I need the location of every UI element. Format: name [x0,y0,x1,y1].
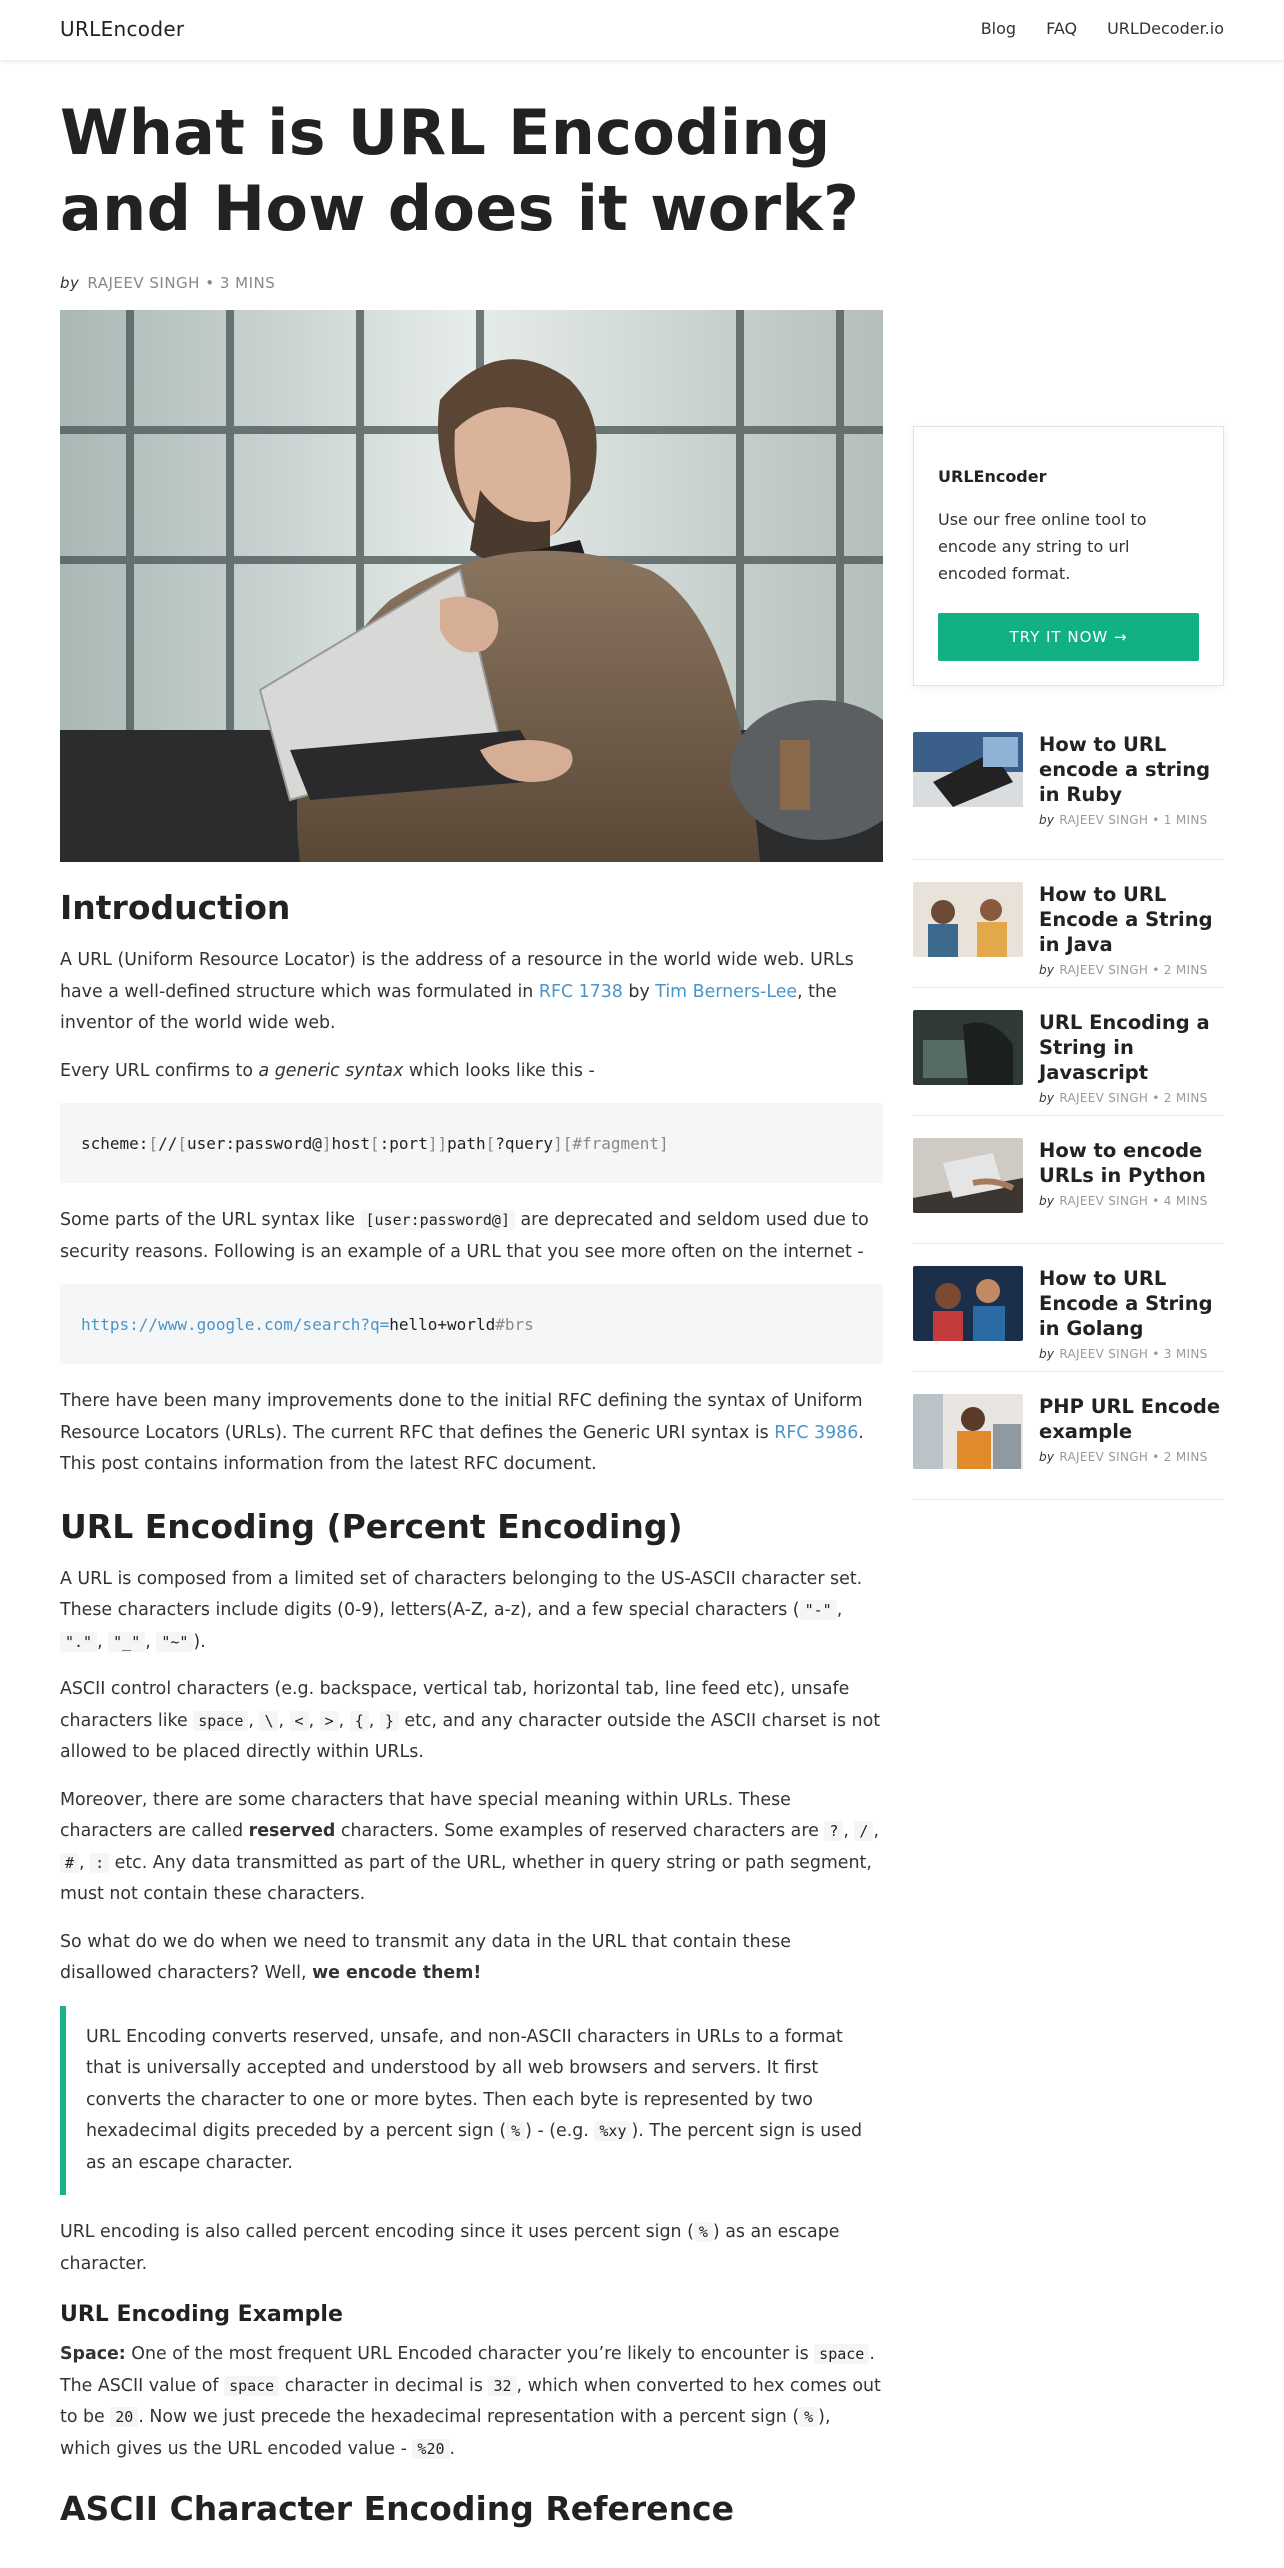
related-post-info [1039,732,1224,859]
inline-code: % [694,2222,713,2242]
code-token: host [331,1133,371,1153]
promo-card [913,426,1224,686]
text: ). The percent sign is used as an escape character. [86,2121,863,2173]
strong-reserved: reserved [248,1821,336,1841]
link-tim-berners-lee[interactable]: Tim Berners-Lee [655,981,798,1002]
text: by [622,981,656,1002]
code-token: // [158,1133,178,1153]
link-rfc-3986[interactable]: RFC 3986 [774,1422,859,1443]
related-post[interactable] [913,1244,1224,1372]
related-post[interactable] [913,988,1224,1116]
related-post-title[interactable]: How to URL Encode a String in Java [1039,883,1213,956]
paragraph-we-encode [60,1927,883,1990]
meta-text: RAJEEV SINGH • 1 MINS [1059,813,1208,827]
related-post-info [1039,1138,1224,1243]
link-rfc-1738[interactable]: RFC 1738 [538,981,623,1002]
text: are deprecated and seldom used due to security reasons. Following is an example of a URL that you see more often on the internet - [60,1210,869,1262]
meta-text: RAJEEV SINGH • 2 MINS [1059,963,1208,977]
nav-link-urldecoder[interactable]: URLDecoder.io [1107,19,1224,38]
inline-code: 20 [110,2407,138,2427]
related-post-thumbnail[interactable] [913,882,1023,957]
meta-by: by [1039,1450,1055,1464]
inline-code: "~" [156,1632,193,1652]
meta-by: by [1039,1347,1055,1361]
inline-code: ? [824,1821,843,1841]
related-post-info [1039,882,1224,987]
paragraph-charset [60,1564,883,1659]
code-token: ]] [427,1133,448,1153]
text: Some parts of the URL syntax like [60,1210,361,1230]
code-token: hello+world [389,1314,496,1334]
code-token: [ [148,1133,159,1153]
code-token: ] [321,1133,332,1153]
brand-logo[interactable]: URLEncoder [60,17,185,41]
nav-link-faq[interactable]: FAQ [1046,19,1078,38]
meta-text: RAJEEV SINGH • 2 MINS [1059,1450,1208,1464]
text: . Now we just precede the hexadecimal representation with a percent sign ( [138,2407,800,2427]
hero-image [60,310,883,862]
text: ), which gives us the URL encoded value - [60,2407,831,2459]
try-it-now-button[interactable]: TRY IT NOW → [938,613,1199,661]
code-token: [ [370,1133,380,1153]
related-post-title[interactable]: PHP URL Encode example [1039,1395,1221,1443]
related-post-title[interactable]: How to encode URLs in Python [1039,1139,1206,1187]
code-token: ?query [495,1133,554,1153]
code-token: :port [379,1133,428,1153]
inline-code: "-" [800,1600,837,1620]
meta-by: by [1039,1194,1055,1208]
related-post-info [1039,1394,1224,1499]
inline-code: < [290,1711,309,1731]
section-heading-url-encoding: URL Encoding (Percent Encoding) [60,1506,683,1546]
text: which looks like this - [403,1060,595,1081]
promo-card-description: Use our free online tool to encode any string to url encoded format. [938,510,1147,583]
text: ASCII control characters (e.g. backspace, vertical tab, horizontal tab, line feed etc), unsafe characters like [60,1679,850,1731]
meta-text: RAJEEV SINGH • 3 MINS [1059,1347,1208,1361]
inline-code: %xy [594,2121,631,2141]
related-post-thumbnail[interactable] [913,1394,1023,1469]
paragraph-reserved-chars: Moreover, there are some characters that have special meaning within URLs. These characters are called reserved characters. Some examples of reserved characters are ? , / , # , : etc. Any data transmitted as part of the URL, whether in query string or path segment, must not contain these characters. [60,1789,879,1904]
related-post-info [1039,1010,1224,1115]
paragraph-percent-encoding [60,2217,883,2280]
text: A URL is composed from a limited set of characters belonging to the US-ASCII character set. These characters include digits (0-9), letters(A-Z, a-z), and a few special characters ( [60,1568,863,1620]
text: ) as an escape character. [60,2222,840,2274]
related-post-meta [1039,1450,1224,1464]
sidebar [913,426,1224,1500]
inline-code: "." [60,1632,97,1652]
related-post-thumbnail[interactable] [913,732,1023,807]
text: . The ASCII value of [60,2344,875,2396]
text: . [449,2438,456,2459]
text: etc, and any character outside the ASCII charset is not allowed to be placed directly within URLs. [60,1710,881,1762]
code-token: path [447,1133,486,1153]
code-token: scheme: [81,1133,149,1153]
paragraph-rfc-improvements [60,1386,883,1481]
code-token: [ [485,1133,496,1153]
title-line-1: What is URL Encoding [60,96,831,169]
related-post-title[interactable]: How to URL Encode a String in Golang [1039,1267,1213,1340]
inline-code: : [90,1853,109,1873]
blockquote-definition [60,2006,883,2196]
text: URL encoding is also called percent encoding since it uses percent sign ( [60,2222,694,2242]
related-post-thumbnail[interactable] [913,1266,1023,1341]
meta-by: by [1039,1091,1055,1105]
text: characters. Some examples of reserved characters are [335,1821,825,1841]
text: , [97,1631,109,1652]
inline-code: % [506,2121,525,2141]
text: A URL (Uniform Resource Locator) is the address of a resource in the world wide web. URLs have a well-defined structure which was formulated in [60,950,854,1002]
text: ) - (e.g. [525,2121,595,2141]
meta-text: RAJEEV SINGH • 4 MINS [1059,1194,1208,1208]
inline-code: "_" [108,1632,145,1652]
text: , the inventor of the world wide web. [60,981,837,1033]
byline-read-time: • 3 MINS [205,274,276,292]
strong-we-encode: we encode them! [312,1963,482,1983]
inline-code: # [60,1853,79,1873]
paragraph-deprecated-parts [60,1205,883,1268]
related-post-meta [1039,813,1224,827]
emphasis-generic-syntax: a generic syntax [258,1060,404,1081]
inline-code: \ [259,1711,278,1731]
paragraph-intro-2 [60,1056,883,1088]
text: , [836,1600,843,1620]
section-heading-example: URL Encoding Example [60,2302,343,2327]
related-post-thumbnail[interactable] [913,1138,1023,1213]
code-token: https://www.google.com/search?q= [81,1314,390,1334]
nav-links [981,19,1224,38]
thumbnail-illustration [913,732,1023,807]
related-post-meta [1039,1347,1224,1361]
related-post-thumbnail[interactable] [913,1010,1023,1085]
related-post[interactable] [913,1372,1224,1500]
text: . This post contains information from the latest RFC document. [60,1422,864,1474]
text: etc. Any data transmitted as part of the URL, whether in query string or path segment, must not contain these characters. [60,1852,872,1904]
paragraph-unsafe-chars: ASCII control characters (e.g. backspace, vertical tab, horizontal tab, line feed etc), unsafe characters like space , \ , < , > , { , } etc, and any character outside the ASCII charset is not allowed to be placed directly within URLs. [60,1679,881,1762]
related-post-title[interactable]: How to URL encode a string in Ruby [1039,733,1211,806]
article [60,95,883,2546]
inline-code: / [854,1821,873,1841]
text: One of the most frequent URL Encoded character you’re likely to encounter is [125,2344,815,2364]
paragraph-space-example [60,2339,883,2465]
code-token: ][#fragment] [553,1133,669,1153]
related-post[interactable] [913,732,1224,860]
promo-card-title: URLEncoder [938,467,1047,486]
code-token: [ [177,1133,187,1153]
nav-link-blog[interactable]: Blog [980,19,1017,38]
inline-code: { [350,1711,369,1731]
meta-by: by [1039,963,1055,977]
byline-author[interactable]: RAJEEV SINGH [87,274,200,292]
text: , [145,1631,157,1652]
byline-by: by [60,274,80,292]
inline-code: space [193,1711,248,1731]
inline-code: space [814,2344,869,2364]
inline-code: %20 [412,2439,449,2459]
inline-code: % [799,2407,818,2427]
inline-code: > [320,1711,339,1731]
text: Every URL confirms to [60,1060,259,1081]
thumbnail-illustration [913,1266,1023,1341]
code-block-example-url [60,1284,883,1364]
section-heading-introduction: Introduction [60,888,291,927]
text: Moreover, there are some characters that have special meaning within URLs. These characters are called [60,1789,791,1841]
blockquote-text [86,2022,863,2180]
code-token: user:password@ [186,1133,322,1153]
text: character in decimal is [279,2375,489,2396]
related-post-info [1039,1266,1224,1371]
text: ). [193,1631,206,1652]
related-post-meta [1039,1091,1224,1105]
text: , which when converted to hex comes out to be [60,2375,881,2427]
strong-space: Space: [60,2344,126,2364]
article-byline [60,274,883,292]
inline-code: [user:password@] [361,1210,516,1230]
meta-text: RAJEEV SINGH • 2 MINS [1059,1091,1208,1105]
section-heading-ascii-reference: ASCII Character Encoding Reference [60,2489,735,2528]
related-post-title[interactable]: URL Encoding a String in Javascript [1039,1011,1210,1084]
thumbnail-illustration [913,1138,1023,1213]
text: So what do we do when we need to transmit any data in the URL that contain these disallowed characters? Well, [60,1931,791,1983]
text: There have been many improvements done to the initial RFC defining the syntax of Uniform Resource Locators (URLs). The current RFC that defines the Generic URI syntax is [60,1391,863,1443]
thumbnail-illustration [913,882,1023,957]
thumbnail-illustration [913,1394,1023,1469]
thumbnail-illustration [913,1010,1023,1085]
meta-by: by [1039,813,1055,827]
related-posts [913,732,1224,1500]
top-navbar [0,0,1284,60]
inline-code: space [224,2376,279,2396]
inline-code: } [380,1711,399,1731]
related-post[interactable] [913,1116,1224,1244]
related-post-meta [1039,963,1224,977]
related-post-meta [1039,1194,1224,1208]
text: URL Encoding converts reserved, unsafe, and non-ASCII characters in URLs to a format that is universally accepted and understood by all web browsers and servers. It first converts the character to one or more bytes. Then each byte is represented by two hexadecimal digits preceded by a percent sign ( [86,2026,843,2141]
code-block-url-syntax [60,1103,883,1183]
title-line-2: and How does it work? [60,172,860,245]
paragraph-intro-1 [60,945,883,1040]
inline-code: 32 [488,2376,516,2396]
code-token: #brs [495,1314,534,1334]
related-post[interactable] [913,860,1224,988]
article-title [60,95,883,247]
hero-photo-illustration [60,310,883,862]
